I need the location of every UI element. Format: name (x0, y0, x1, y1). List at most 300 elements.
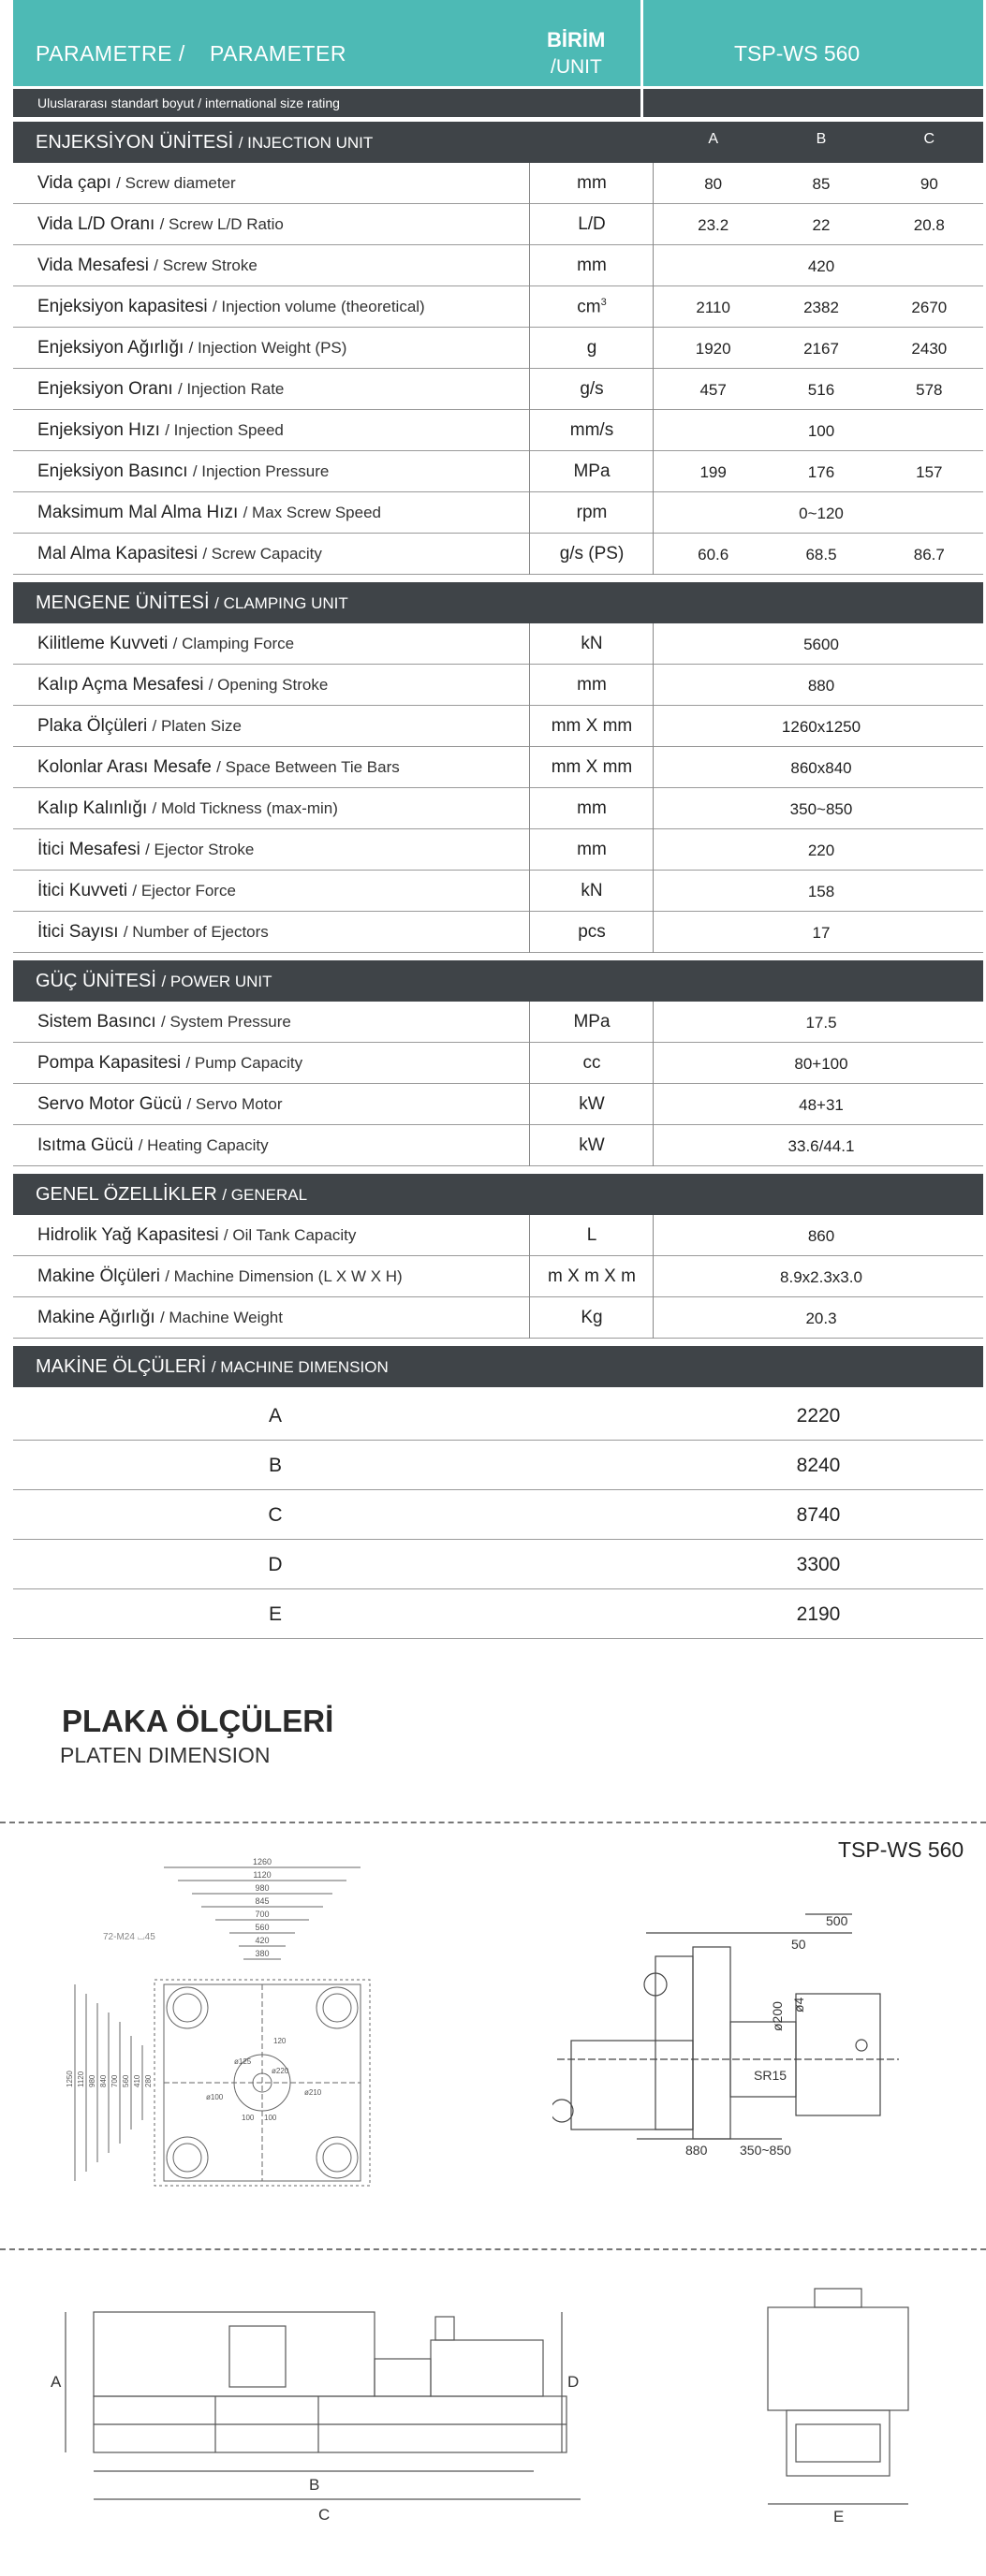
row-divider (653, 286, 654, 328)
spec-unit-text: MPa (573, 461, 611, 481)
row-divider (529, 706, 530, 747)
spec-value: 157 (916, 463, 943, 481)
spec-label (37, 214, 284, 235)
row-divider (529, 1256, 530, 1297)
spec-label-tr: Vida çapı (37, 173, 111, 193)
row-divider (653, 1256, 654, 1297)
platen-left-dim: 410 (133, 2074, 141, 2087)
spec-values (659, 883, 983, 901)
machine-front-drawing (749, 2284, 936, 2565)
spec-row (13, 1256, 983, 1297)
spec-value: 86.7 (913, 546, 945, 564)
spec-value: 2430 (911, 340, 948, 358)
platen-left-dim: 1120 (77, 2071, 85, 2087)
dashed-divider (0, 1822, 986, 1823)
spec-values (659, 257, 983, 276)
spec-row (13, 245, 983, 286)
spec-unit-text: kN (581, 881, 603, 900)
row-divider (653, 1043, 654, 1084)
platen-left-dim: 560 (122, 2074, 130, 2087)
dimension-value: 2190 (796, 1603, 841, 1625)
dimension-row (13, 1441, 983, 1490)
row-divider (529, 204, 530, 245)
dimension-key: B (268, 1455, 282, 1476)
spec-label-tr: Vida Mesafesi (37, 256, 149, 275)
platen-model-label: TSP-WS 560 (838, 1837, 964, 1862)
section-title-en: / INJECTION UNIT (238, 134, 374, 152)
spec-row (13, 1215, 983, 1256)
spec-label-en: / Pump Capacity (185, 1054, 303, 1072)
section-title-tr: GÜÇ ÜNİTESİ (36, 971, 156, 991)
row-divider (653, 204, 654, 245)
spec-values (659, 1096, 983, 1115)
row-divider (529, 829, 530, 871)
row-divider (529, 1002, 530, 1043)
spec-row (13, 1043, 983, 1084)
standard-rating-text: Uluslararası standart boyut / international size rating (37, 95, 340, 110)
row-divider (529, 1297, 530, 1339)
spec-label-en: / Servo Motor (186, 1095, 283, 1113)
spec-label-tr: Maksimum Mal Alma Hızı (37, 503, 239, 522)
row-divider (653, 369, 654, 410)
spec-label-en: / Max Screw Speed (243, 504, 381, 521)
spec-label (37, 503, 381, 523)
spec-row (13, 534, 983, 575)
spec-label-tr: İtici Sayısı (37, 922, 119, 942)
spec-row (13, 912, 983, 953)
spec-unit-text: kW (579, 1135, 605, 1155)
row-divider (653, 829, 654, 871)
spec-value: 68.5 (805, 546, 837, 564)
spec-value: 60.6 (698, 546, 729, 564)
spec-label-en: / Injection volume (theoretical) (212, 298, 425, 315)
side-dim: 50 (791, 1937, 806, 1952)
spec-label-en: / Machine Weight (159, 1309, 283, 1326)
spec-label (37, 1094, 283, 1115)
spec-label (37, 757, 400, 778)
spec-unit (531, 461, 653, 482)
platen-left-dim: 700 (110, 2074, 119, 2087)
spec-value: 1260x1250 (781, 718, 861, 736)
spec-label (37, 1266, 403, 1287)
spec-label-en: / Ejector Stroke (145, 841, 255, 858)
row-divider (653, 665, 654, 706)
spec-value: 578 (916, 381, 943, 399)
row-divider (529, 747, 530, 788)
spec-value: 860x840 (790, 759, 852, 777)
spec-label (37, 420, 284, 441)
table-header (13, 0, 983, 86)
spec-unit (531, 338, 653, 359)
spec-values (659, 175, 983, 194)
spec-value: 516 (807, 381, 835, 399)
side-dim: 350~850 (740, 2143, 791, 2158)
row-divider (529, 369, 530, 410)
spec-label (37, 798, 338, 819)
row-divider (653, 871, 654, 912)
spec-row (13, 871, 983, 912)
spec-label-tr: Kalıp Açma Mesafesi (37, 675, 204, 695)
row-divider (529, 492, 530, 534)
spec-label (37, 881, 236, 901)
spec-value: 48+31 (799, 1096, 844, 1114)
spec-label-tr: Kalıp Kalınlığı (37, 798, 148, 818)
machine-dim-letter: A (51, 2373, 62, 2391)
spec-value: 0~120 (799, 505, 844, 522)
spec-row (13, 204, 983, 245)
spec-unit (531, 503, 653, 523)
section-header-general (13, 1174, 983, 1215)
side-dim: 500 (826, 1913, 848, 1928)
spec-value: 22 (812, 216, 831, 234)
platen-title: PLAKA ÖLÇÜLERİ (62, 1704, 334, 1738)
spec-label-en: / Oil Tank Capacity (223, 1226, 357, 1244)
spec-label-en: / Mold Tickness (max-min) (152, 799, 338, 817)
spec-row (13, 328, 983, 369)
row-divider (653, 245, 654, 286)
unit-en-heading: /UNIT (551, 56, 602, 78)
spec-values (659, 677, 983, 695)
spec-label (37, 840, 254, 860)
spec-values (659, 216, 983, 235)
spec-label (37, 379, 284, 400)
row-divider (529, 163, 530, 204)
spec-unit (531, 881, 653, 901)
platen-top-dim: 1260 (252, 1857, 272, 1866)
spec-label (37, 922, 269, 943)
spec-unit (531, 1225, 653, 1246)
abc-label: C (923, 131, 935, 147)
platen-dia-label: 100 (242, 2114, 255, 2122)
row-divider (529, 451, 530, 492)
spec-row (13, 829, 983, 871)
spec-value: 17.5 (805, 1014, 837, 1032)
row-divider (653, 788, 654, 829)
row-divider (529, 1043, 530, 1084)
row-divider (653, 1215, 654, 1256)
spec-label-en: / Screw L/D Ratio (159, 215, 284, 233)
abc-values (659, 131, 983, 148)
spec-values (659, 800, 983, 819)
platen-dia-label: ø220 (272, 2067, 289, 2075)
spec-unit (531, 214, 653, 235)
spec-label-tr: Plaka Ölçüleri (37, 716, 148, 736)
spec-unit-text: mm X mm (551, 716, 633, 736)
spec-label (37, 256, 258, 276)
spec-values (659, 718, 983, 737)
spec-values (659, 463, 983, 482)
row-divider (529, 623, 530, 665)
spec-unit-text: pcs (578, 922, 606, 942)
parameter-en-heading: PARAMETER (210, 41, 346, 66)
spec-label (37, 1053, 302, 1074)
spec-value: 8.9x2.3x3.0 (780, 1268, 862, 1286)
spec-value: 5600 (803, 636, 839, 653)
spec-value: 17 (812, 924, 831, 942)
spec-value: 158 (807, 883, 835, 900)
spec-label-tr: Hidrolik Yağ Kapasitesi (37, 1225, 219, 1245)
side-dim: ø4 (791, 1997, 806, 2012)
spec-label (37, 173, 236, 194)
spec-label-en: / Injection Rate (177, 380, 285, 398)
row-divider (529, 912, 530, 953)
spec-values (659, 422, 983, 441)
spec-value: 350~850 (789, 800, 853, 818)
unit-tr-heading: BİRİM (547, 28, 606, 51)
spec-row (13, 1297, 983, 1339)
spec-value: 199 (699, 463, 727, 481)
machine-dim-letter: B (309, 2476, 320, 2494)
spec-unit-text: mm X mm (551, 757, 633, 777)
spec-unit (531, 840, 653, 860)
spec-value: 2382 (803, 299, 839, 316)
model-heading: TSP-WS 560 (734, 41, 861, 66)
standard-rating-bar (13, 89, 983, 117)
abc-label: B (816, 131, 827, 147)
row-divider (529, 1215, 530, 1256)
spec-label (37, 338, 346, 359)
spec-unit (531, 1053, 653, 1074)
spec-values (659, 636, 983, 654)
platen-top-dim: 980 (255, 1883, 270, 1893)
spec-label-en: / Platen Size (152, 717, 242, 735)
spec-label-en: / Screw Capacity (202, 545, 322, 563)
spec-unit-text: m X m X m (548, 1266, 636, 1286)
spec-unit-text: cc (582, 1053, 601, 1073)
spec-unit-text: cm (577, 297, 601, 317)
spec-label-tr: İtici Mesafesi (37, 840, 140, 859)
row-divider (653, 1297, 654, 1339)
dimension-row (13, 1540, 983, 1589)
spec-row (13, 788, 983, 829)
dimension-row (13, 1589, 983, 1639)
row-divider (653, 451, 654, 492)
spec-label-tr: Kilitleme Kuvveti (37, 634, 169, 653)
spec-label-tr: Enjeksiyon Hızı (37, 420, 160, 440)
subheader-divider (640, 89, 643, 117)
spec-label-tr: Vida L/D Oranı (37, 214, 155, 234)
section-title-tr: MENGENE ÜNİTESİ (36, 593, 210, 613)
spec-label-en: / Screw diameter (116, 174, 236, 192)
spec-value: 2110 (696, 299, 730, 316)
row-divider (653, 534, 654, 575)
side-dim: ø200 (770, 2001, 785, 2031)
platen-subtitle: PLATEN DIMENSION (60, 1743, 271, 1767)
dimension-key: D (268, 1554, 283, 1575)
spec-values (659, 299, 983, 317)
dimension-value: 2220 (796, 1405, 841, 1427)
platen-top-dim: 845 (255, 1896, 270, 1906)
spec-row (13, 706, 983, 747)
row-divider (529, 871, 530, 912)
row-divider (653, 623, 654, 665)
platen-left-dim: 980 (88, 2074, 96, 2087)
spec-value: 2167 (803, 340, 839, 358)
platen-left-dim: 1250 (66, 2071, 74, 2087)
spec-row (13, 747, 983, 788)
spec-label (37, 716, 242, 737)
row-divider (653, 912, 654, 953)
spec-unit (531, 1308, 653, 1328)
spec-row (13, 492, 983, 534)
spec-unit (531, 1094, 653, 1115)
spec-unit (531, 297, 653, 317)
spec-unit-text: g (586, 338, 597, 358)
platen-left-dim: 280 (144, 2074, 153, 2087)
platen-dia-label: 100 (264, 2114, 277, 2122)
spec-label (37, 634, 294, 654)
dimension-row (13, 1391, 983, 1441)
row-divider (529, 328, 530, 369)
spec-label-tr: Kolonlar Arası Mesafe (37, 757, 212, 777)
section-title-tr: ENJEKSİYON ÜNİTESİ (36, 132, 234, 153)
row-divider (529, 534, 530, 575)
row-divider (653, 492, 654, 534)
spec-value: 457 (699, 381, 727, 399)
spec-value: 20.8 (913, 216, 945, 234)
spec-label-tr: Makine Ölçüleri (37, 1266, 160, 1286)
spec-label (37, 544, 322, 564)
spec-label-en: / Number of Ejectors (123, 923, 269, 941)
spec-unit (531, 716, 653, 737)
spec-label-en: / Injection Speed (165, 421, 284, 439)
spec-label-en: / Space Between Tie Bars (216, 758, 400, 776)
abc-label: A (708, 131, 718, 147)
spec-unit (531, 173, 653, 194)
spec-unit-text: L (586, 1225, 597, 1245)
spec-label-en: / Injection Pressure (192, 462, 330, 480)
section-title-en: / POWER UNIT (161, 973, 272, 990)
spec-label-tr: Enjeksiyon Ağırlığı (37, 338, 184, 358)
spec-label (37, 675, 328, 695)
platen-front-drawing (56, 1849, 412, 2204)
platen-side-drawing (552, 1910, 908, 2172)
side-dim: 880 (685, 2143, 708, 2158)
section-header-clamping (13, 582, 983, 623)
spec-row (13, 1084, 983, 1125)
section-title-en: / CLAMPING UNIT (214, 594, 348, 612)
spec-unit (531, 256, 653, 276)
spec-label-tr: Mal Alma Kapasitesi (37, 544, 199, 564)
spec-unit (531, 1266, 653, 1287)
spec-values (659, 842, 983, 860)
spec-unit-text: mm (577, 675, 607, 695)
spec-label-en: / Clamping Force (172, 635, 295, 652)
spec-values (659, 1055, 983, 1074)
spec-row (13, 1125, 983, 1166)
spec-value: 23.2 (698, 216, 729, 234)
spec-label-en: / Screw Stroke (154, 256, 258, 274)
spec-unit-text: rpm (576, 503, 608, 522)
spec-value: 80+100 (794, 1055, 848, 1073)
spec-values (659, 1227, 983, 1246)
spec-values (659, 1310, 983, 1328)
dimension-value: 3300 (796, 1554, 841, 1575)
machine-dim-letter: C (318, 2506, 331, 2524)
spec-values (659, 1014, 983, 1032)
spec-unit (531, 420, 653, 441)
row-divider (529, 410, 530, 451)
spec-values (659, 505, 983, 523)
row-divider (529, 286, 530, 328)
spec-unit (531, 757, 653, 778)
machine-dim-letter: D (567, 2373, 580, 2391)
spec-value: 176 (807, 463, 835, 481)
platen-top-dim: 380 (255, 1949, 270, 1958)
dimension-key: A (268, 1405, 282, 1427)
spec-row (13, 1002, 983, 1043)
spec-unit-sup: 3 (600, 297, 607, 308)
spec-values (659, 1268, 983, 1287)
spec-label (37, 1308, 283, 1328)
spec-unit-text: g/s (580, 379, 604, 399)
machine-dim-letter: E (833, 2508, 845, 2525)
row-divider (529, 1084, 530, 1125)
spec-row (13, 410, 983, 451)
spec-row (13, 163, 983, 204)
row-divider (653, 1125, 654, 1166)
spec-label (37, 1012, 291, 1032)
section-title-tr: MAKİNE ÖLÇÜLERİ (36, 1356, 207, 1377)
dimension-key: E (268, 1603, 282, 1625)
row-divider (529, 1125, 530, 1166)
spec-unit-text: mm (577, 173, 607, 193)
side-dim: SR15 (754, 2068, 787, 2083)
spec-label-tr: Enjeksiyon kapasitesi (37, 297, 208, 316)
spec-value: 1920 (695, 340, 731, 358)
spec-unit-text: kW (579, 1094, 605, 1114)
section-header-power (13, 960, 983, 1002)
spec-value: 2670 (911, 299, 948, 316)
dimension-row (13, 1490, 983, 1540)
spec-unit (531, 1135, 653, 1156)
row-divider (529, 788, 530, 829)
spec-unit (531, 1012, 653, 1032)
row-divider (653, 1084, 654, 1125)
spec-label (37, 1225, 356, 1246)
spec-value: 420 (807, 257, 835, 275)
spec-label-tr: Makine Ağırlığı (37, 1308, 155, 1327)
spec-label-tr: Sistem Basıncı (37, 1012, 156, 1032)
row-divider (529, 245, 530, 286)
spec-label-tr: Pompa Kapasitesi (37, 1053, 182, 1073)
machine-side-drawing (37, 2275, 590, 2555)
platen-top-dim: 560 (255, 1923, 270, 1932)
spec-unit-text: mm/s (569, 420, 614, 440)
platen-top-dim: 1120 (253, 1870, 272, 1880)
dimension-key: C (268, 1504, 283, 1526)
spec-unit-text: kN (581, 634, 603, 653)
spec-value: 100 (807, 422, 835, 440)
spec-unit (531, 922, 653, 943)
platen-top-dim: 700 (255, 1910, 270, 1919)
row-divider (653, 1002, 654, 1043)
spec-unit (531, 798, 653, 819)
row-divider (653, 163, 654, 204)
spec-value: 33.6/44.1 (787, 1137, 855, 1155)
spec-label-tr: Enjeksiyon Basıncı (37, 461, 188, 481)
spec-label-tr: İtici Kuvveti (37, 881, 128, 900)
spec-unit (531, 675, 653, 695)
section-title-tr: GENEL ÖZELLİKLER (36, 1184, 217, 1205)
spec-value: 90 (920, 175, 938, 193)
row-divider (653, 410, 654, 451)
spec-values (659, 381, 983, 400)
spec-value: 85 (812, 175, 831, 193)
spec-values (659, 546, 983, 564)
platen-top-dim: 420 (255, 1936, 270, 1945)
platen-dia-label: ø100 (206, 2093, 224, 2101)
